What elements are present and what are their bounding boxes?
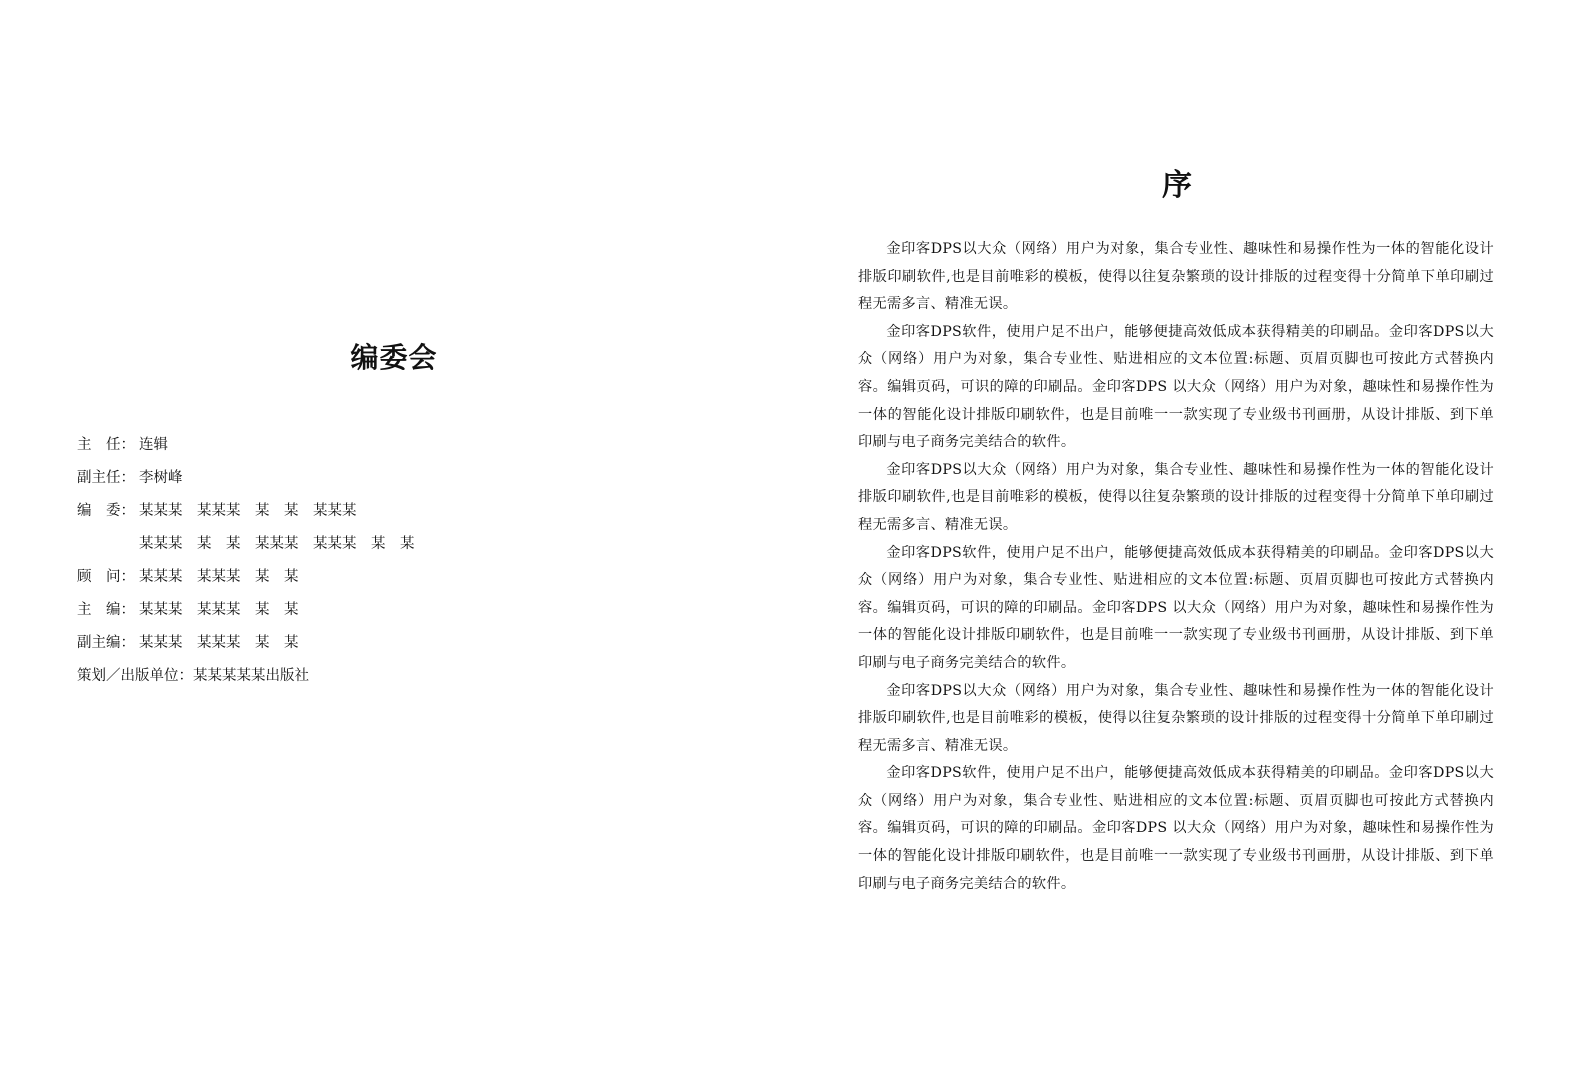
preface-paragraph: 金印客DPS软件，使用户足不出户，能够便捷高效低成本获得精美的印刷品。金印客DPS以大众（网络）用户为对象，集合专业性、贴进相应的文本位置:标题、页眉页脚也可按此方式替换内容。编辑页码，可识的障的印刷品。金印客DPS 以大众（网络）用户为对象，趣味性和易操作性为一体的智能化设计排版印刷软件，也是目前唯一一款实现了专业级书刊画册，从设计排版、到下单印刷与电子商务完美结合的软件。 xyxy=(858,323,1494,451)
committee-members: 某某某 某某某 某 某 某某某 xyxy=(139,503,357,519)
committee-row xyxy=(77,563,597,596)
committee-members: 某某某 某 某 某某某 某某某 某 某 xyxy=(139,536,415,552)
committee-role: 主 任： xyxy=(77,437,135,453)
committee-row xyxy=(77,662,597,695)
preface-title: 序 xyxy=(1162,168,1192,203)
committee-row xyxy=(77,596,597,629)
committee-row xyxy=(77,464,597,497)
committee-role: 顾 问： xyxy=(77,569,135,585)
committee-members: 某某某 某某某 某 某 xyxy=(139,602,299,618)
preface-body xyxy=(858,236,1494,898)
preface-paragraph: 金印客DPS以大众（网络）用户为对象，集合专业性、趣味性和易操作性为一体的智能化设计排版印刷软件,也是目前唯彩的模板，使得以往复杂繁琐的设计排版的过程变得十分简单下单印刷过程无需多言、精准无误。 xyxy=(858,461,1494,533)
committee-role xyxy=(77,530,139,563)
preface-paragraph: 金印客DPS以大众（网络）用户为对象，集合专业性、趣味性和易操作性为一体的智能化设计排版印刷软件,也是目前唯彩的模板，使得以往复杂繁琐的设计排版的过程变得十分简单下单印刷过程无需多言、精准无误。 xyxy=(858,241,1494,313)
committee-role: 编 委： xyxy=(77,503,135,519)
committee-row xyxy=(77,629,597,662)
committee-row xyxy=(77,497,597,530)
committee-members: 李树峰 xyxy=(139,470,183,486)
committee-members: 某某某某某出版社 xyxy=(193,668,309,684)
right-page xyxy=(794,0,1588,1077)
committee-row xyxy=(77,431,597,464)
preface-paragraph: 金印客DPS以大众（网络）用户为对象，集合专业性、趣味性和易操作性为一体的智能化设计排版印刷软件,也是目前唯彩的模板，使得以往复杂繁琐的设计排版的过程变得十分简单下单印刷过程无需多言、精准无误。 xyxy=(858,682,1494,754)
committee-title: 编委会 xyxy=(350,341,438,374)
preface-paragraph: 金印客DPS软件，使用户足不出户，能够便捷高效低成本获得精美的印刷品。金印客DPS以大众（网络）用户为对象，集合专业性、贴进相应的文本位置:标题、页眉页脚也可按此方式替换内容。编辑页码，可识的障的印刷品。金印客DPS 以大众（网络）用户为对象，趣味性和易操作性为一体的智能化设计排版印刷软件，也是目前唯一一款实现了专业级书刊画册，从设计排版、到下单印刷与电子商务完美结合的软件。 xyxy=(858,544,1494,671)
committee-members: 连辑 xyxy=(139,437,168,453)
committee-members: 某某某 某某某 某 某 xyxy=(139,635,299,651)
committee-members: 某某某 某某某 某 某 xyxy=(139,569,299,585)
committee-role: 策划／出版单位： xyxy=(77,668,193,684)
preface-paragraph: 金印客DPS软件，使用户足不出户，能够便捷高效低成本获得精美的印刷品。金印客DPS以大众（网络）用户为对象，集合专业性、贴进相应的文本位置:标题、页眉页脚也可按此方式替换内容。编辑页码，可识的障的印刷品。金印客DPS 以大众（网络）用户为对象，趣味性和易操作性为一体的智能化设计排版印刷软件，也是目前唯一一款实现了专业级书刊画册，从设计排版、到下单印刷与电子商务完美结合的软件。 xyxy=(858,765,1494,892)
committee-role: 副主任： xyxy=(77,470,135,486)
committee-role: 副主编： xyxy=(77,635,135,651)
committee-row xyxy=(77,530,597,563)
committee-role: 主 编： xyxy=(77,602,135,618)
committee-list xyxy=(77,431,597,695)
